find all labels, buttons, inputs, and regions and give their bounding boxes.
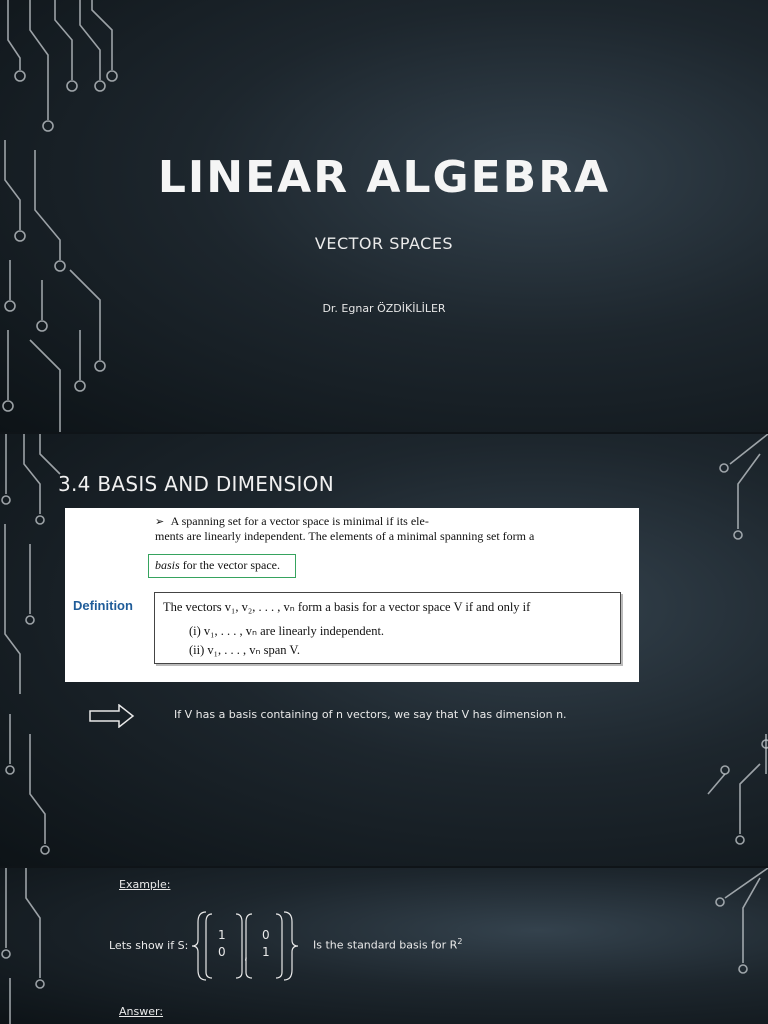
- author-name: Dr. Egnar ÖZDİKİLİLER: [322, 302, 446, 315]
- dimension-statement: If V has a basis containing of n vectors, we say that V has dimension n.: [174, 708, 567, 721]
- definition-line-1: The vectors v₁, v₂, . . . , vₙ form a basis for a vector space V if and only if: [163, 600, 531, 614]
- set-brackets: [190, 910, 300, 982]
- example-label: Example:: [119, 878, 171, 891]
- intro-line-2: ments are linearly independent. The elements of a minimal spanning set form a: [155, 529, 535, 543]
- vector1-bottom: 0: [218, 945, 226, 959]
- definition-box: [154, 592, 621, 664]
- basis-word: basis: [155, 558, 180, 572]
- circuit-decoration-right: [705, 868, 768, 1024]
- presentation-subtitle: VECTOR SPACES: [314, 234, 454, 253]
- standard-exponent: 2: [457, 937, 463, 946]
- vector2-bottom: 1: [262, 945, 270, 959]
- vector2-top: 0: [262, 928, 270, 942]
- basis-highlight: [148, 554, 296, 578]
- circuit-decoration-right: [700, 434, 768, 866]
- definition-figure: [65, 508, 639, 682]
- intro-paragraph: [155, 514, 625, 544]
- answer-label: Answer:: [119, 1005, 164, 1018]
- basis-rest: for the vector space.: [179, 558, 280, 572]
- standard-text: Is the standard basis for R: [313, 938, 458, 952]
- circuit-decoration-left: [0, 868, 60, 1024]
- circuit-decoration-left: [0, 0, 130, 432]
- circuit-decoration-left: [0, 434, 70, 866]
- right-arrow-icon: [89, 704, 135, 728]
- presentation-title: LINEAR ALGEBRA: [157, 152, 611, 203]
- example-slide: [0, 868, 768, 1024]
- vector-separator: ,: [244, 948, 248, 962]
- title-slide: [0, 0, 768, 432]
- section-heading: 3.4 BASIS AND DIMENSION: [58, 472, 334, 496]
- standard-basis-statement: [313, 937, 462, 952]
- example-statement: Lets show if S:: [109, 939, 189, 952]
- definition-line-3: (ii) v₁, . . . , vₙ span V.: [189, 643, 300, 657]
- definition-label: Definition: [73, 598, 133, 613]
- basis-dimension-slide: [0, 434, 768, 866]
- arrow-bullet-icon: ➢: [155, 515, 165, 528]
- intro-line-1: A spanning set for a vector space is minimal if its ele-: [170, 514, 429, 528]
- definition-line-2: (i) v₁, . . . , vₙ are linearly independent.: [189, 624, 385, 638]
- vector1-top: 1: [218, 928, 226, 942]
